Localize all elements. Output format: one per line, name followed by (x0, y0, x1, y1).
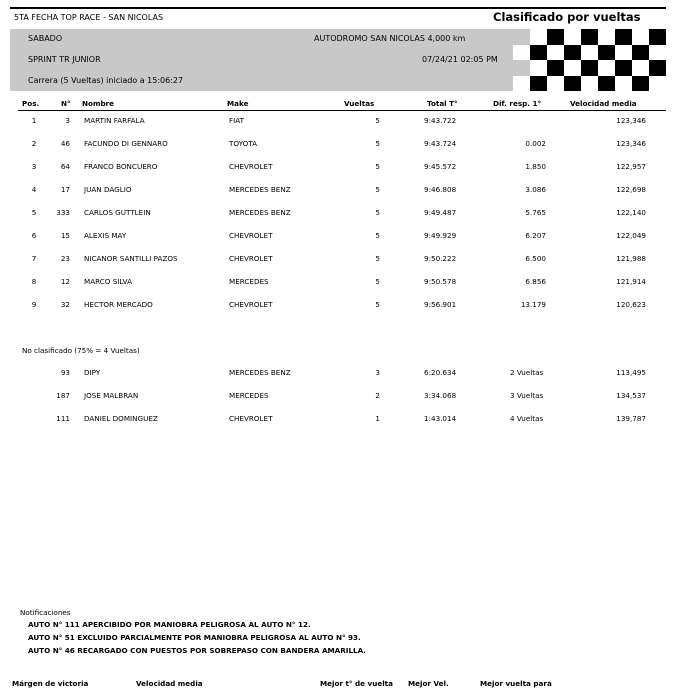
checker-square (632, 29, 649, 45)
checker-square (632, 60, 649, 76)
col-num: N° (61, 99, 71, 108)
table-row (0, 254, 676, 268)
cell-speed: 122,698 (616, 185, 646, 194)
checker-square (598, 76, 615, 92)
cell-total: 6:20.634 (424, 368, 457, 377)
col-make: Make (227, 99, 249, 108)
footer-margin: Márgen de victoria (12, 679, 89, 688)
cell-make: MERCEDES BENZ (229, 208, 291, 217)
cell-name: ALEXIS MAY (84, 231, 127, 240)
col-laps: Vueltas (344, 99, 375, 108)
cell-name: JUAN DAGLIO (84, 185, 132, 194)
cell-laps: 5 (375, 162, 380, 171)
cell-name: DIPY (84, 368, 101, 377)
checker-square (530, 45, 547, 61)
checker-square (547, 60, 564, 76)
checker-square (615, 76, 632, 92)
checker-square (598, 29, 615, 45)
checker-square (564, 29, 581, 45)
col-gap: Dif. resp. 1° (493, 99, 542, 108)
cell-speed: 113,495 (616, 368, 646, 377)
table-row (0, 162, 676, 176)
cell-num: 64 (60, 162, 70, 171)
cell-num: 187 (56, 391, 70, 400)
checker-square (615, 60, 632, 76)
checker-square (632, 76, 649, 92)
checker-square (547, 45, 564, 61)
table-row (0, 391, 676, 405)
footer-best-lap-for: Mejor vuelta para (480, 679, 552, 688)
cell-name: JOSE MALBRAN (84, 391, 139, 400)
cell-total: 9:43.724 (424, 139, 457, 148)
cell-name: CARLOS GUTTLEIN (84, 208, 151, 217)
cell-laps: 2 (375, 391, 380, 400)
cell-pos: 1 (31, 116, 37, 125)
cell-gap: 0.002 (525, 139, 546, 148)
cell-pos: 7 (31, 254, 37, 263)
cell-speed: 122,140 (616, 208, 646, 217)
cell-gap: 4 Vueltas (510, 414, 544, 423)
cell-laps: 5 (375, 139, 380, 148)
cell-num: 3 (65, 116, 70, 125)
cell-speed: 121,914 (616, 277, 646, 286)
checker-square (649, 45, 666, 61)
cell-gap: 3.086 (525, 185, 546, 194)
checker-square (513, 45, 530, 61)
cell-num: 23 (60, 254, 70, 263)
col-total: Total T° (427, 99, 458, 108)
table-row (0, 368, 676, 382)
cell-laps: 3 (375, 368, 380, 377)
cell-speed: 120,623 (616, 300, 646, 309)
cell-total: 9:46.808 (424, 185, 457, 194)
footer-best-speed: Mejor Vel. (408, 679, 449, 688)
cell-make: TOYOTA (229, 139, 258, 148)
footer-avg-speed: Velocidad media (136, 679, 203, 688)
cell-make: MERCEDES BENZ (229, 185, 291, 194)
cell-num: 32 (60, 300, 70, 309)
checker-square (564, 76, 581, 92)
cell-pos: 2 (31, 139, 37, 148)
notification-item: AUTO N° 111 APERCIBIDO POR MANIOBRA PELIGROSA AL AUTO N° 12. (28, 620, 311, 629)
notification-item: AUTO N° 51 EXCLUIDO PARCIALMENTE POR MANIOBRA PELIGROSA AL AUTO N° 93. (28, 633, 361, 642)
top-rule (10, 7, 666, 9)
cell-total: 9:50.222 (424, 254, 457, 263)
cell-speed: 122,957 (616, 162, 646, 171)
day-label: SABADO (28, 34, 63, 43)
cell-num: 17 (60, 185, 70, 194)
table-row (0, 208, 676, 222)
notification-item: AUTO N° 46 RECARGADO CON PUESTOS POR SOBREPASO CON BANDERA AMARILLA. (28, 646, 367, 655)
notifications-title: Notificaciones (20, 608, 71, 617)
table-row (0, 414, 676, 428)
header-separator (18, 110, 666, 111)
checker-square (530, 29, 547, 45)
checker-square (649, 60, 666, 76)
cell-name: DANIEL DOMINGUEZ (84, 414, 158, 423)
cell-laps: 5 (375, 277, 380, 286)
table-row (0, 300, 676, 314)
cell-total: 9:49.929 (424, 231, 457, 240)
category-label: SPRINT TR JUNIOR (28, 55, 101, 64)
checker-square (598, 60, 615, 76)
checker-square (547, 29, 564, 45)
checker-square (564, 60, 581, 76)
col-name: Nombre (82, 99, 115, 108)
cell-num: 46 (60, 139, 70, 148)
cell-laps: 5 (375, 116, 380, 125)
checker-square (581, 29, 598, 45)
table-row (0, 116, 676, 130)
cell-gap: 13.179 (520, 300, 546, 309)
cell-total: 9:56.901 (424, 300, 457, 309)
not-classified-label: No clasificado (75% = 4 Vueltas) (22, 346, 140, 355)
checker-square (632, 45, 649, 61)
cell-num: 15 (60, 231, 70, 240)
cell-make: MERCEDES (229, 277, 269, 286)
cell-num: 12 (60, 277, 70, 286)
race-info: Carrera (5 Vueltas) iniciado a 15:06:27 (28, 76, 184, 85)
cell-name: MARCO SILVA (84, 277, 132, 286)
cell-name: NICANOR SANTILLI PAZOS (84, 254, 178, 263)
checker-square (530, 60, 547, 76)
col-pos: Pos. (22, 99, 40, 108)
cell-num: 111 (56, 414, 70, 423)
footer-best-lap-time: Mejor t° de vuelta (320, 679, 393, 688)
cell-total: 3:34.068 (424, 391, 457, 400)
cell-laps: 5 (375, 254, 380, 263)
cell-speed: 123,346 (616, 139, 646, 148)
table-row (0, 185, 676, 199)
cell-pos: 5 (31, 208, 37, 217)
checker-square (615, 45, 632, 61)
cell-laps: 5 (375, 208, 380, 217)
cell-pos: 8 (31, 277, 37, 286)
table-row (0, 277, 676, 291)
cell-make: CHEVROLET (229, 300, 273, 309)
cell-speed: 139,787 (616, 414, 646, 423)
cell-make: MERCEDES (229, 391, 269, 400)
cell-make: CHEVROLET (229, 231, 273, 240)
datetime-label: 07/24/21 02:05 PM (422, 55, 498, 64)
checkered-flag-icon (496, 29, 666, 91)
cell-name: FACUNDO DI GENNARO (84, 139, 168, 148)
cell-pos: 9 (31, 300, 37, 309)
cell-total: 9:45.572 (424, 162, 457, 171)
cell-num: 93 (60, 368, 70, 377)
checker-square (649, 76, 666, 92)
cell-pos: 6 (31, 231, 37, 240)
checker-square (564, 45, 581, 61)
checker-square (615, 29, 632, 45)
col-speed: Velocidad media (570, 99, 637, 108)
cell-gap: 1.850 (525, 162, 546, 171)
cell-gap: 6.207 (525, 231, 546, 240)
cell-laps: 1 (375, 414, 380, 423)
checker-square (649, 29, 666, 45)
cell-speed: 121,988 (616, 254, 646, 263)
cell-laps: 5 (375, 300, 380, 309)
table-row (0, 231, 676, 245)
cell-make: CHEVROLET (229, 254, 273, 263)
checker-square (581, 45, 598, 61)
cell-speed: 134,537 (616, 391, 646, 400)
circuit-label: AUTODROMO SAN NICOLAS 4,000 km (314, 34, 466, 43)
cell-pos: 3 (31, 162, 37, 171)
checker-square (513, 76, 530, 92)
cell-name: FRANCO BONCUERO (84, 162, 158, 171)
report-title: Clasificado por vueltas (493, 10, 641, 24)
cell-gap: 6.856 (525, 277, 546, 286)
cell-make: CHEVROLET (229, 414, 273, 423)
checker-square (581, 76, 598, 92)
cell-name: MARTIN FARFALA (84, 116, 145, 125)
cell-total: 9:43.722 (424, 116, 457, 125)
cell-speed: 123,346 (616, 116, 646, 125)
checker-square (530, 76, 547, 92)
cell-make: MERCEDES BENZ (229, 368, 291, 377)
cell-make: CHEVROLET (229, 162, 273, 171)
cell-pos: 4 (31, 185, 37, 194)
table-row (0, 139, 676, 153)
cell-gap: 2 Vueltas (510, 368, 544, 377)
cell-num: 333 (56, 208, 70, 217)
checker-square (581, 60, 598, 76)
cell-name: HECTOR MERCADO (84, 300, 153, 309)
cell-gap: 5.765 (525, 208, 546, 217)
event-title: 5TA FECHA TOP RACE - SAN NICOLAS (14, 13, 164, 22)
cell-laps: 5 (375, 185, 380, 194)
cell-speed: 122,049 (616, 231, 646, 240)
cell-gap: 3 Vueltas (510, 391, 544, 400)
cell-laps: 5 (375, 231, 380, 240)
cell-total: 9:49.487 (424, 208, 457, 217)
checker-square (598, 45, 615, 61)
checker-square (547, 76, 564, 92)
cell-total: 1:43.014 (424, 414, 457, 423)
cell-gap: 6.500 (525, 254, 546, 263)
cell-total: 9:50.578 (424, 277, 457, 286)
cell-make: FIAT (229, 116, 245, 125)
